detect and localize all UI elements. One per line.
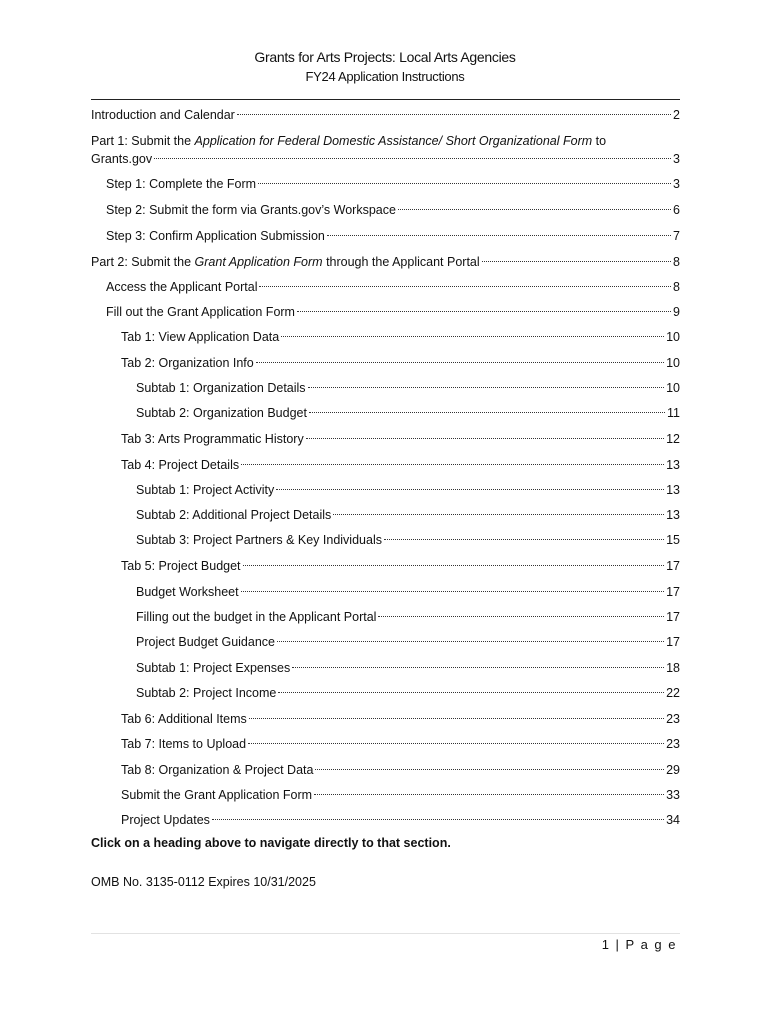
toc-page-number: 17 — [666, 610, 680, 624]
toc-label: Filling out the budget in the Applicant Portal — [136, 610, 377, 624]
toc-link-tab2[interactable] — [121, 354, 680, 372]
toc-page-number: 17 — [666, 585, 680, 599]
toc-leader — [314, 793, 664, 795]
toc-page-number: 8 — [673, 280, 680, 294]
toc-leader — [309, 411, 665, 413]
toc-label: Step 3: Confirm Application Submission — [106, 229, 325, 243]
toc-leader — [384, 538, 664, 540]
toc-label: Tab 6: Additional Items — [121, 712, 247, 726]
toc-link-step3[interactable] — [106, 227, 680, 245]
toc-link-tab2-subtab1[interactable] — [136, 379, 680, 397]
toc-leader — [256, 361, 664, 363]
toc-leader — [297, 310, 671, 312]
toc-label: Subtab 1: Project Expenses — [136, 661, 291, 675]
toc-leader — [259, 285, 671, 287]
toc-page-number: 7 — [673, 229, 680, 243]
toc-link-tab8[interactable] — [121, 761, 680, 779]
toc-page-number: 18 — [666, 661, 680, 675]
toc-label: Tab 3: Arts Programmatic History — [121, 432, 304, 446]
toc-leader — [212, 818, 664, 820]
toc-page-number: 13 — [666, 508, 680, 522]
toc-link-tab4[interactable] — [121, 456, 680, 474]
toc-leader — [482, 260, 671, 262]
toc-leader — [277, 640, 664, 642]
toc-label: Budget Worksheet — [136, 585, 239, 599]
toc-leader — [276, 488, 664, 490]
toc-link-tab5[interactable] — [121, 557, 680, 575]
toc-leader — [315, 768, 664, 770]
toc-page-number: 10 — [666, 330, 680, 344]
toc-page-number: 23 — [666, 712, 680, 726]
toc-link-tab6[interactable] — [121, 710, 680, 728]
toc-page-number: 3 — [673, 152, 680, 166]
toc-leader — [241, 590, 664, 592]
toc-leader — [237, 113, 671, 115]
toc-link-tab3[interactable] — [121, 430, 680, 448]
toc-leader — [241, 463, 664, 465]
toc-leader — [292, 666, 664, 668]
toc-leader — [327, 234, 671, 236]
toc-label: Subtab 3: Project Partners & Key Individuals — [136, 533, 382, 547]
toc-link-filling-out-budget[interactable] — [136, 608, 680, 626]
toc-label: Tab 2: Organization Info — [121, 356, 254, 370]
toc-label: Subtab 2: Organization Budget — [136, 406, 307, 420]
toc-leader — [306, 437, 664, 439]
toc-label-prefix: Part 2: Submit the — [91, 255, 195, 269]
toc-link-part1-line1[interactable] — [91, 132, 606, 150]
toc-link-tab4-subtab3[interactable] — [136, 531, 680, 549]
toc-page-number: 33 — [666, 788, 680, 802]
toc-label: Subtab 1: Organization Details — [136, 381, 306, 395]
toc-leader — [258, 182, 671, 184]
toc-label: Tab 5: Project Budget — [121, 559, 241, 573]
toc-label-suffix: through the Applicant Portal — [322, 255, 480, 269]
toc-label: Access the Applicant Portal — [106, 280, 258, 294]
toc-leader — [308, 386, 665, 388]
toc-leader — [154, 157, 671, 159]
toc-link-tab5-subtab2[interactable] — [136, 684, 680, 702]
toc-label-italic: Application for Federal Domestic Assistance/ Short Organizational Form — [194, 134, 593, 148]
toc-link-access-portal[interactable] — [106, 278, 680, 296]
toc-page-number: 29 — [666, 763, 680, 777]
toc-link-tab5-subtab1[interactable] — [136, 659, 680, 677]
toc-label: Tab 1: View Application Data — [121, 330, 280, 344]
toc-label: Submit the Grant Application Form — [121, 788, 313, 802]
page-number-footer: 1 | P a g e — [601, 937, 677, 952]
title-divider — [91, 99, 680, 100]
toc-label — [91, 253, 480, 271]
toc-link-part2[interactable] — [91, 253, 680, 271]
toc-label: Step 1: Complete the Form — [106, 177, 257, 191]
document-subtitle: FY24 Application Instructions — [305, 69, 465, 84]
toc-label-suffix: to — [592, 134, 607, 148]
toc-leader — [249, 717, 664, 719]
toc-page-number: 13 — [666, 458, 680, 472]
toc-label: Subtab 2: Additional Project Details — [136, 508, 332, 522]
toc-label: Project Budget Guidance — [136, 635, 275, 649]
document-title: Grants for Arts Projects: Local Arts Agencies — [254, 49, 516, 65]
toc-label: Tab 4: Project Details — [121, 458, 240, 472]
toc-leader — [278, 691, 664, 693]
toc-link-part1[interactable] — [91, 150, 680, 168]
toc-link-step2[interactable] — [106, 201, 680, 219]
toc-link-submit-form[interactable] — [121, 786, 680, 804]
toc-leader — [378, 615, 664, 617]
toc-page-number: 8 — [673, 255, 680, 269]
toc-page-number: 13 — [666, 483, 680, 497]
toc-page-number: 12 — [666, 432, 680, 446]
toc-leader — [248, 742, 664, 744]
toc-leader — [281, 335, 664, 337]
toc-label: Subtab 1: Project Activity — [136, 483, 275, 497]
toc-page-number: 6 — [673, 203, 680, 217]
toc-leader — [333, 513, 664, 515]
footer-divider — [91, 933, 680, 934]
toc-page-number: 22 — [666, 686, 680, 700]
toc-page-number: 2 — [673, 108, 680, 122]
toc-label: Tab 7: Items to Upload — [121, 737, 247, 751]
toc-link-budget-guidance[interactable] — [136, 633, 680, 651]
toc-link-tab2-subtab2[interactable] — [136, 404, 680, 422]
toc-label-italic: Grant Application Form — [194, 255, 323, 269]
toc-label: Project Updates — [121, 813, 210, 827]
toc-link-tab7[interactable] — [121, 735, 680, 753]
toc-label-prefix: Part 1: Submit the — [91, 134, 195, 148]
toc-page-number: 15 — [666, 533, 680, 547]
toc-leader — [243, 564, 665, 566]
toc-label: Introduction and Calendar — [91, 108, 235, 122]
toc-leader — [398, 208, 671, 210]
toc-label: Subtab 2: Project Income — [136, 686, 277, 700]
toc-label: Tab 8: Organization & Project Data — [121, 763, 314, 777]
toc-page-number: 17 — [666, 635, 680, 649]
toc-page-number: 3 — [673, 177, 680, 191]
toc-link-fill-out-form[interactable] — [106, 303, 680, 321]
toc-link-budget-worksheet[interactable] — [136, 583, 680, 601]
toc-label: Grants.gov — [91, 152, 153, 166]
toc-label: Fill out the Grant Application Form — [106, 305, 295, 319]
toc-page-number: 10 — [666, 381, 680, 395]
toc-page-number: 17 — [666, 559, 680, 573]
navigation-instruction: Click on a heading above to navigate directly to that section. — [91, 836, 451, 850]
toc-page-number: 10 — [666, 356, 680, 370]
toc-link-tab1[interactable] — [121, 328, 680, 346]
toc-page-number: 23 — [666, 737, 680, 751]
toc-page-number: 11 — [667, 406, 680, 420]
toc-link-tab4-subtab1[interactable] — [136, 481, 680, 499]
toc-page-number: 34 — [666, 813, 680, 827]
toc-link-project-updates[interactable] — [121, 811, 680, 829]
toc-link-tab4-subtab2[interactable] — [136, 506, 680, 524]
toc-link-introduction[interactable] — [91, 106, 680, 124]
omb-number: OMB No. 3135-0112 Expires 10/31/2025 — [91, 875, 316, 889]
toc-page-number: 9 — [673, 305, 680, 319]
toc-link-step1[interactable] — [106, 175, 680, 193]
toc-label: Step 2: Submit the form via Grants.gov’s Workspace — [106, 203, 396, 217]
